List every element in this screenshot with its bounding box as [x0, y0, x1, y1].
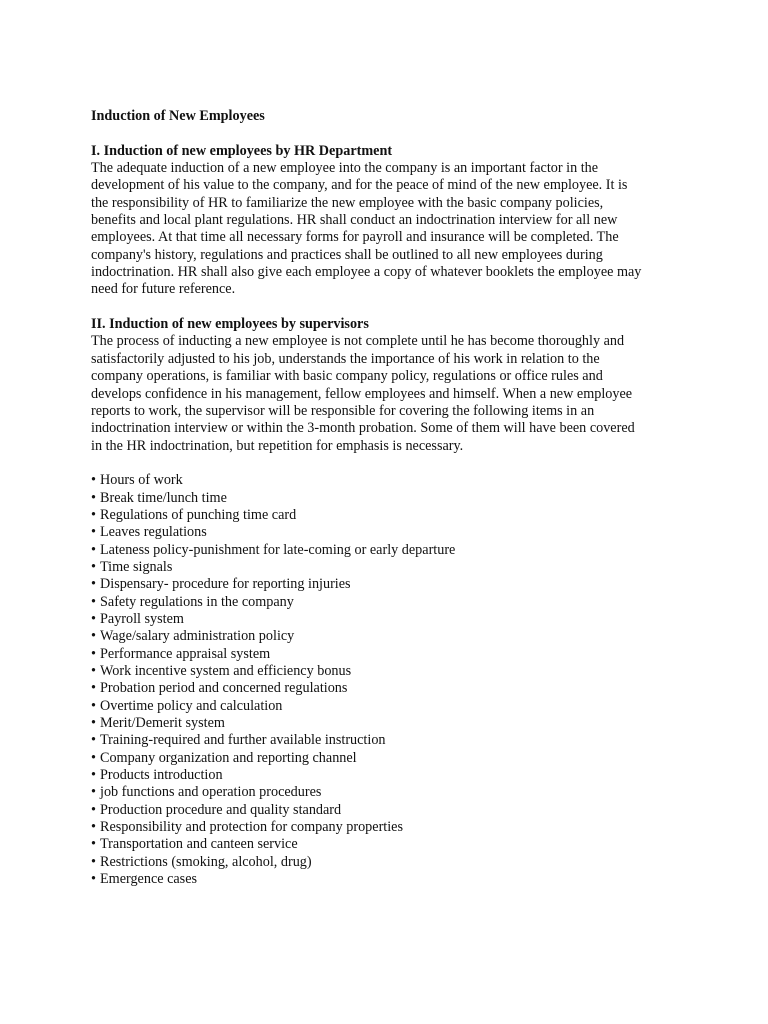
- list-item: [91, 628, 691, 645]
- bullet-icon: •: [91, 784, 96, 801]
- list-item-text: Overtime policy and calculation: [100, 697, 283, 714]
- section-2-body-line: in the HR indoctrination, but repetition for emphasis is necessary.: [91, 437, 464, 454]
- list-item-text: job functions and operation procedures: [100, 784, 322, 801]
- section-2-body-line: indoctrination interview or within the 3-month probation. Some of them will have been covered: [91, 420, 635, 437]
- section-1-body-line: The adequate induction of a new employee into the company is an important factor in the: [91, 160, 599, 177]
- list-item: [91, 646, 691, 663]
- bullet-icon: •: [91, 524, 96, 541]
- list-item-text: Dispensary- procedure for reporting injuries: [100, 576, 351, 593]
- spacer: [91, 455, 691, 472]
- list-item: [91, 559, 691, 576]
- section-1-body: [91, 160, 691, 299]
- section-1-heading: I. Induction of new employees by HR Department: [91, 142, 393, 159]
- bullet-icon: •: [91, 663, 96, 679]
- section-1-body-line: company's history, regulations and practices shall be outlined to all new employees during: [91, 246, 603, 263]
- spacer: [91, 125, 691, 142]
- section-2-body-line: company operations, is familiar with basic company policy, regulations or office rules and: [91, 368, 603, 385]
- list-item-text: Company organization and reporting channel: [100, 749, 357, 766]
- list-item: [91, 854, 691, 871]
- bullet-icon: •: [91, 645, 96, 662]
- list-item-text: Payroll system: [100, 610, 184, 627]
- list-item-text: Production procedure and quality standard: [100, 801, 342, 818]
- bullet-icon: •: [91, 767, 96, 784]
- list-item: [91, 698, 691, 715]
- section-2-body: [91, 333, 691, 454]
- list-item-text: Responsibility and protection for company properties: [100, 819, 403, 836]
- section-2-body-line: reports to work, the supervisor will be responsible for covering the following items in an: [91, 402, 595, 419]
- induction-items-list: [91, 472, 691, 888]
- spacer: [91, 299, 691, 316]
- list-item: [91, 750, 691, 767]
- list-item-text: Products introduction: [100, 767, 223, 784]
- section-1-body-line: the responsibility of HR to familiarize the new employee with the basic company policies,: [91, 194, 604, 211]
- list-item-text: Merit/Demerit system: [100, 715, 225, 732]
- list-item: [91, 524, 691, 541]
- bullet-icon: •: [91, 697, 96, 714]
- bullet-icon: •: [91, 732, 96, 749]
- list-item-text: Lateness policy-punishment for late-coming or early departure: [100, 541, 456, 558]
- section-2-body-line: develops confidence in his management, fellow employees and himself. When a new employee: [91, 385, 633, 402]
- section-1-body-line: employees. At that time all necessary forms for payroll and insurance will be completed. The: [91, 229, 619, 246]
- list-item-text: Emergence cases: [100, 871, 198, 888]
- list-item: [91, 542, 691, 559]
- bullet-icon: •: [91, 541, 96, 558]
- bullet-icon: •: [91, 871, 96, 888]
- bullet-icon: •: [91, 628, 96, 645]
- section-2-body-line: The process of inducting a new employee is not complete until he has become thoroughly and: [91, 333, 625, 350]
- list-item: [91, 871, 691, 888]
- bullet-icon: •: [91, 506, 96, 523]
- bullet-icon: •: [91, 610, 96, 627]
- document-page: [91, 108, 691, 888]
- list-item: [91, 472, 691, 489]
- list-item-text: Time signals: [100, 558, 173, 575]
- bullet-icon: •: [91, 680, 96, 697]
- section-1-body-line: need for future reference.: [91, 281, 236, 298]
- list-item-text: Regulations of punching time card: [100, 506, 297, 523]
- list-item-text: Safety regulations in the company: [100, 593, 294, 610]
- section-1-body-line: indoctrination. HR shall also give each employee a copy of whatever booklets the employee may: [91, 264, 642, 281]
- list-item: [91, 715, 691, 732]
- list-item: [91, 663, 691, 680]
- section-2-heading: II. Induction of new employees by supervisors: [91, 316, 369, 333]
- document-title: Induction of New Employees: [91, 108, 265, 124]
- bullet-icon: •: [91, 593, 96, 610]
- list-item-text: Leaves regulations: [100, 524, 207, 541]
- list-item: [91, 767, 691, 784]
- list-item-text: Training-required and further available instruction: [100, 732, 386, 749]
- bullet-icon: •: [91, 836, 96, 853]
- list-item: [91, 732, 691, 749]
- list-item-text: Probation period and concerned regulations: [100, 680, 348, 697]
- bullet-icon: •: [91, 715, 96, 732]
- list-item: [91, 576, 691, 593]
- section-1-body-line: development of his value to the company, and for the peace of mind of the new employee. It is: [91, 177, 628, 194]
- bullet-icon: •: [91, 489, 96, 506]
- bullet-icon: •: [91, 576, 96, 593]
- list-item: [91, 802, 691, 819]
- list-item-text: Work incentive system and efficiency bonus: [100, 663, 352, 679]
- list-item: [91, 836, 691, 853]
- list-item-text: Break time/lunch time: [100, 489, 227, 506]
- bullet-icon: •: [91, 819, 96, 836]
- list-item-text: Restrictions (smoking, alcohol, drug): [100, 853, 312, 870]
- list-item: [91, 680, 691, 697]
- list-item: [91, 784, 691, 801]
- list-item-text: Hours of work: [100, 472, 183, 489]
- bullet-icon: •: [91, 472, 96, 489]
- list-item-text: Wage/salary administration policy: [100, 628, 295, 645]
- list-item: [91, 490, 691, 507]
- list-item: [91, 594, 691, 611]
- bullet-icon: •: [91, 558, 96, 575]
- section-1-body-line: benefits and local plant regulations. HR shall conduct an indoctrination interview for all new: [91, 212, 618, 229]
- list-item: [91, 611, 691, 628]
- list-item: [91, 819, 691, 836]
- section-2-body-line: satisfactorily adjusted to his job, understands the importance of his work in relation to the: [91, 350, 600, 367]
- bullet-icon: •: [91, 853, 96, 870]
- list-item-text: Performance appraisal system: [100, 645, 271, 662]
- list-item: [91, 507, 691, 524]
- bullet-icon: •: [91, 749, 96, 766]
- bullet-icon: •: [91, 801, 96, 818]
- list-item-text: Transportation and canteen service: [100, 836, 298, 853]
